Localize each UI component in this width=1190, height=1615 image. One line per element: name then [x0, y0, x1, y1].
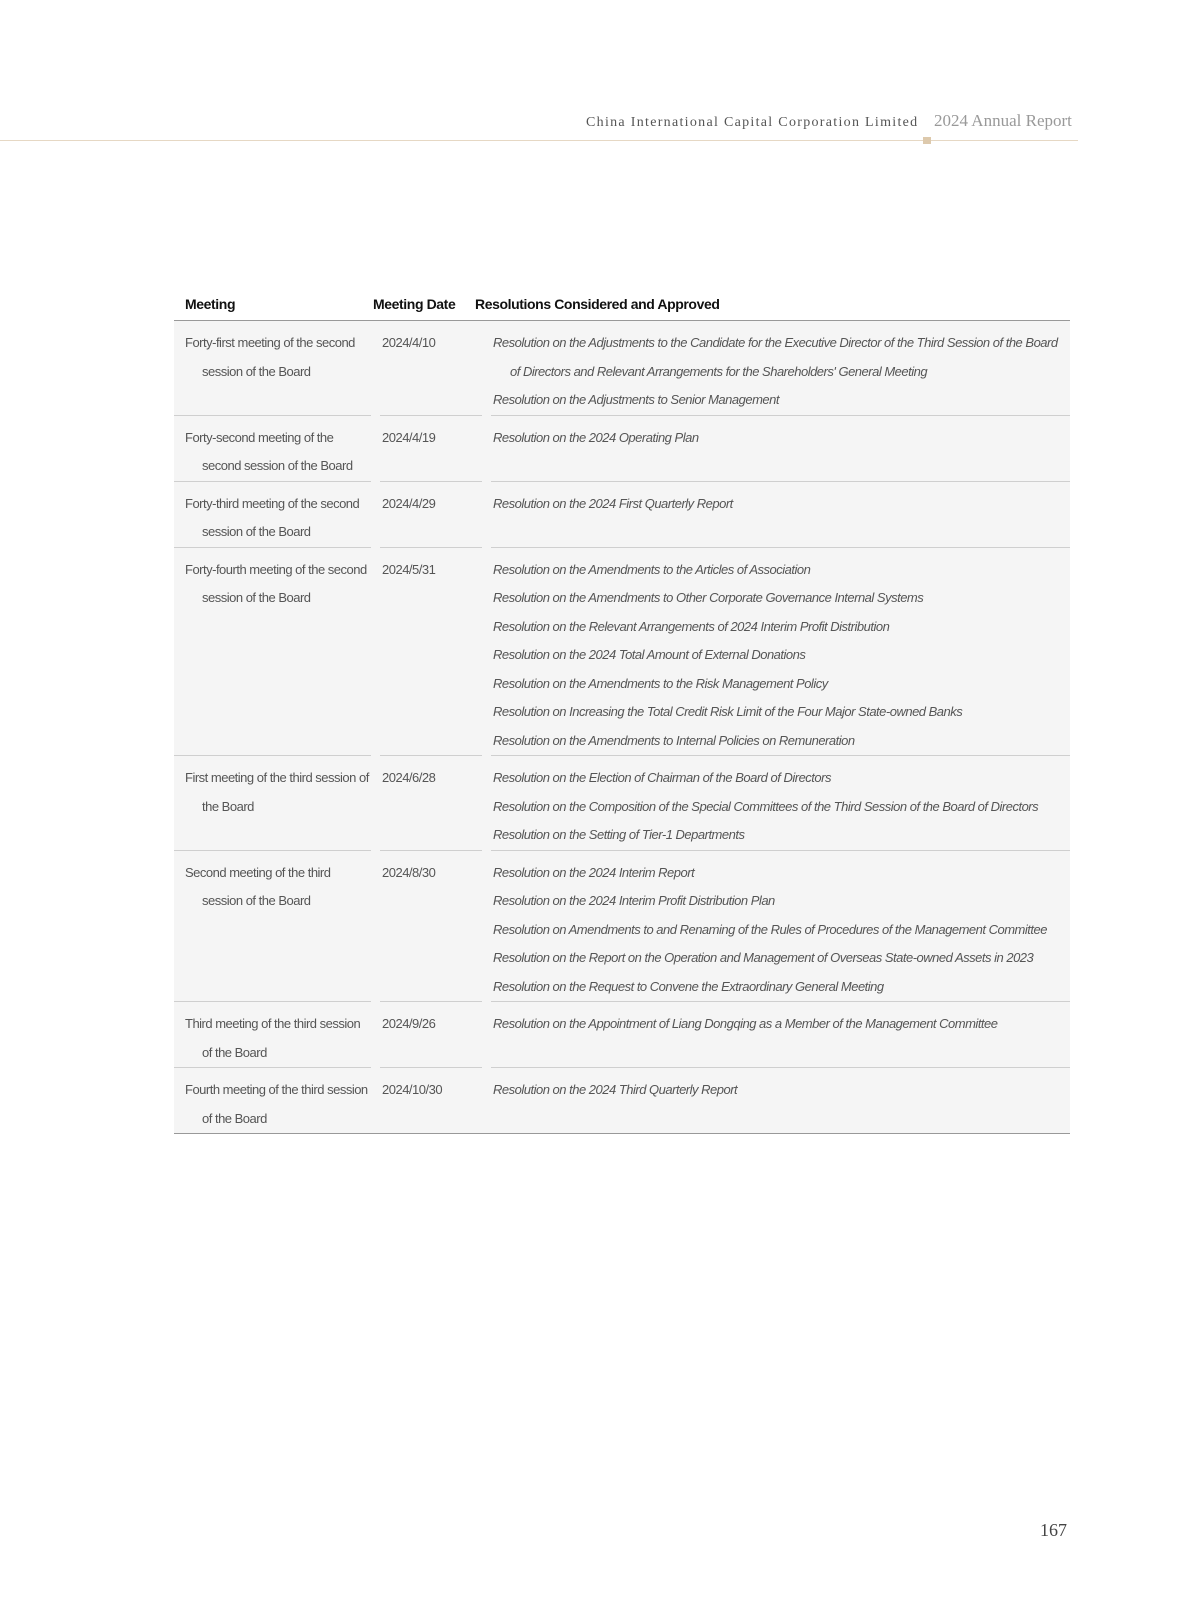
resolutions-cell	[491, 416, 1070, 482]
column-header-resolutions: Resolutions Considered and Approved	[475, 296, 720, 312]
column-header-date: Meeting Date	[373, 296, 456, 312]
meeting-name: Third meeting of the third session of the Board	[185, 1016, 361, 1060]
resolutions-cell	[491, 321, 1070, 416]
meeting-name: First meeting of the third session of the Board	[185, 770, 369, 814]
header-company: China International Capital Corporation Limited	[586, 115, 919, 130]
meeting-cell	[174, 416, 371, 482]
table-row	[174, 756, 1070, 851]
header-marker	[923, 137, 931, 144]
table-row	[174, 482, 1070, 548]
resolutions-cell	[491, 851, 1070, 1003]
resolution-item: Resolution on Amendments to and Renaming of the Rules of Procedures of the Management Committee	[493, 921, 1047, 937]
resolutions-cell	[491, 1002, 1070, 1068]
meeting-name: Second meeting of the third session of the Board	[185, 864, 331, 908]
meeting-name: Forty-first meeting of the second session of the Board	[185, 335, 355, 379]
resolutions-cell	[491, 482, 1070, 548]
header-report-title: 2024 Annual Report	[934, 111, 1072, 130]
resolution-item: Resolution on the 2024 Total Amount of External Donations	[493, 647, 806, 662]
table-row	[174, 321, 1070, 416]
resolution-item: Resolution on the Request to Convene the Extraordinary General Meeting	[493, 978, 884, 994]
table-row	[174, 416, 1070, 482]
resolution-item: Resolution on the Amendments to Other Corporate Governance Internal Systems	[493, 590, 924, 605]
table-row	[174, 1068, 1070, 1134]
meeting-date: 2024/6/28	[380, 756, 482, 851]
meeting-name: Forty-second meeting of the second session of the Board	[185, 429, 353, 473]
meeting-cell	[174, 548, 371, 757]
meeting-cell	[174, 482, 371, 548]
meeting-cell	[174, 851, 371, 1003]
meeting-cell	[174, 1068, 371, 1133]
page-number: 167	[1040, 1520, 1067, 1540]
resolution-item: Resolution on the 2024 Interim Report	[493, 864, 695, 880]
table-row	[174, 548, 1070, 757]
meeting-cell	[174, 1002, 371, 1068]
resolution-item: Resolution on the Adjustments to the Candidate for the Executive Director of the Third Session of the Board of Directors and Relevant Arrangements for the Shareholders' General Meeting	[493, 335, 1058, 379]
meeting-date: 2024/4/29	[380, 482, 482, 548]
header-divider	[0, 140, 1078, 141]
resolution-item: Resolution on the 2024 Operating Plan	[493, 429, 699, 445]
resolution-item: Resolution on the Report on the Operation and Management of Overseas State-owned Assets in 2023	[493, 950, 1034, 965]
resolution-item: Resolution on the Election of Chairman of the Board of Directors	[493, 770, 831, 785]
meeting-date: 2024/5/31	[380, 548, 482, 757]
meeting-date: 2024/4/19	[380, 416, 482, 482]
meeting-date: 2024/4/10	[380, 321, 482, 416]
resolution-item: Resolution on the Amendments to Internal Policies on Remuneration	[493, 732, 855, 748]
resolutions-cell	[491, 1068, 1070, 1133]
resolutions-cell	[491, 548, 1070, 757]
resolution-item: Resolution on the 2024 Third Quarterly Report	[493, 1082, 738, 1097]
table-row	[174, 1002, 1070, 1068]
board-meetings-table	[174, 292, 1070, 1134]
resolution-item: Resolution on the Amendments to the Articles of Association	[493, 561, 811, 577]
resolution-item: Resolution on the 2024 Interim Profit Distribution Plan	[493, 893, 775, 908]
resolution-item: Resolution on the Adjustments to Senior Management	[493, 392, 779, 407]
resolutions-cell	[491, 756, 1070, 851]
meeting-cell	[174, 756, 371, 851]
resolution-item: Resolution on the Composition of the Special Committees of the Third Session of the Board of Directors	[493, 798, 1039, 814]
resolution-item: Resolution on the Setting of Tier-1 Departments	[493, 827, 745, 842]
table-row	[174, 851, 1070, 1003]
meeting-name: Forty-third meeting of the second session of the Board	[185, 495, 360, 539]
table-header	[174, 292, 1070, 321]
resolution-item: Resolution on the Amendments to the Risk Management Policy	[493, 675, 828, 691]
meeting-date: 2024/9/26	[380, 1002, 482, 1068]
resolution-item: Resolution on the Appointment of Liang Dongqing as a Member of the Management Committee	[493, 1016, 998, 1031]
resolution-item: Resolution on the Relevant Arrangements of 2024 Interim Profit Distribution	[493, 618, 890, 634]
meeting-date: 2024/10/30	[382, 1082, 443, 1097]
meeting-date: 2024/8/30	[380, 851, 482, 1003]
meeting-name: Forty-fourth meeting of the second session of the Board	[185, 561, 367, 605]
resolution-item: Resolution on Increasing the Total Credit Risk Limit of the Four Major State-owned Banks	[493, 704, 963, 719]
resolution-item: Resolution on the 2024 First Quarterly Report	[493, 495, 733, 511]
meeting-name: Fourth meeting of the third session of the Board	[185, 1082, 368, 1126]
meeting-cell	[174, 321, 371, 416]
column-header-meeting: Meeting	[185, 296, 236, 312]
